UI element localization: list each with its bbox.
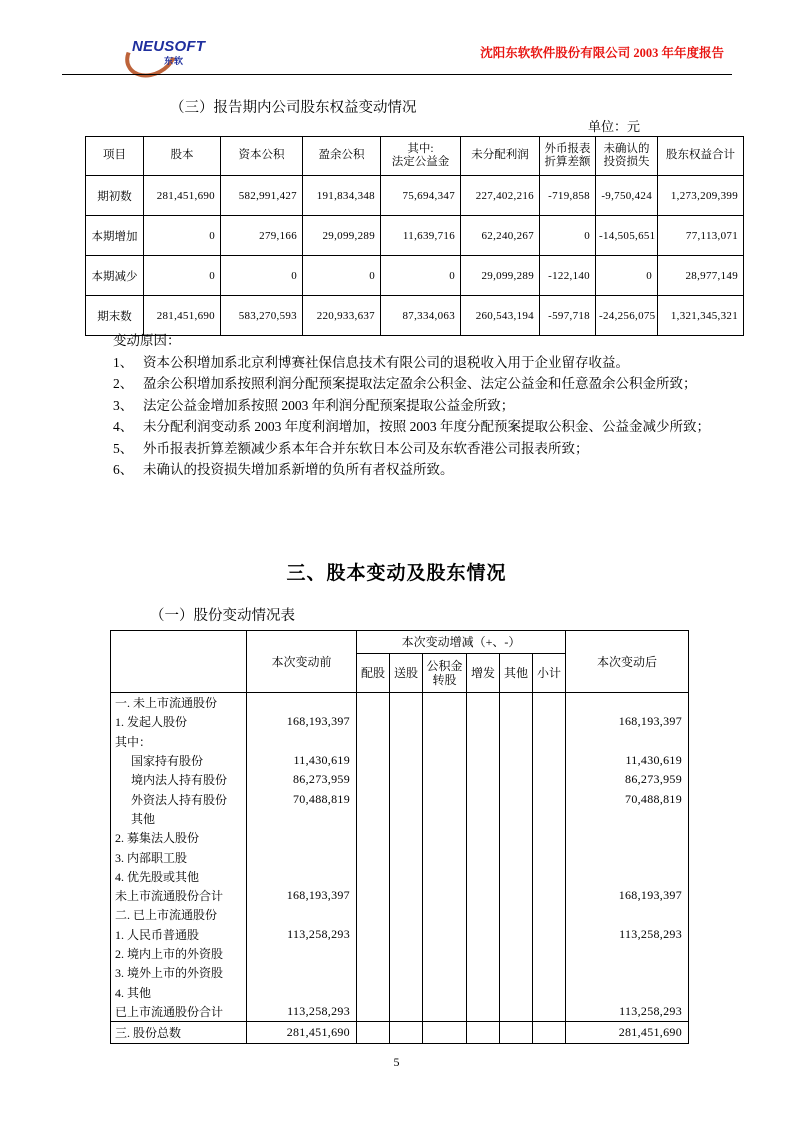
cell-gongjijin [423,693,467,713]
cell-after [566,828,689,847]
cell-songgu [390,693,423,713]
col-header-fx-translation-l1: 外币报表 [544,142,591,155]
row-label: 三. 股份总数 [111,1022,247,1044]
col-header-statutory-welfare-l2: 法定公益金 [391,156,450,168]
cell-value: -24,256,075 [596,296,658,336]
cell-value: -597,718 [540,296,596,336]
table-row [111,828,689,847]
table-row [111,712,689,731]
col-header-bonus-shares-l1: 送股 [393,666,418,680]
cell-songgu [390,789,423,808]
row-label: 2. 境内上市的外资股 [111,944,247,963]
equity-change-table [85,136,744,336]
cell-gongjijin [423,809,467,828]
cell-value: 583,270,593 [221,296,303,336]
cell-value: 77,113,071 [658,216,744,256]
cell-before: 168,193,397 [247,712,357,731]
table-row [111,770,689,789]
cell-peigu [357,789,390,808]
change-reasons-list [113,330,728,481]
row-label: 3. 内部职工股 [111,847,247,866]
cell-gongjijin [423,732,467,751]
cell-before: 70,488,819 [247,789,357,808]
table-row [111,847,689,866]
cell-zengfa [467,712,500,731]
cell-value: 11,639,716 [381,216,461,256]
cell-after [566,809,689,828]
cell-value: 281,451,690 [144,296,221,336]
cell-xiaoji [533,1022,566,1044]
cell-peigu [357,1022,390,1044]
col-header-reserve-conversion-l1: 公积金 [426,659,463,673]
cell-before [247,982,357,1001]
cell-value: 29,099,289 [461,256,540,296]
cell-before: 113,258,293 [247,925,357,944]
cell-peigu [357,732,390,751]
col-header-surplus-reserve-l1: 盈余公积 [318,149,365,162]
cell-gongjijin [423,1022,467,1044]
cell-songgu [390,828,423,847]
cell-after: 168,193,397 [566,886,689,905]
cell-value: 227,402,216 [461,176,540,216]
cell-gongjijin [423,770,467,789]
cell-gongjijin [423,712,467,731]
cell-peigu [357,809,390,828]
col-header-total-equity [658,137,744,176]
table-total-row [111,1022,689,1044]
table-row [111,809,689,828]
cell-gongjijin [423,944,467,963]
cell-after [566,963,689,982]
cell-gongjijin [423,1002,467,1022]
cell-zengfa [467,944,500,963]
cell-value: 29,099,289 [303,216,381,256]
cell-value: 220,933,637 [303,296,381,336]
cell-zengfa [467,1022,500,1044]
col-header-share-capital [144,137,221,176]
col-header-rights-issue [357,654,390,693]
row-label: 其中： [111,732,247,751]
cell-before [247,867,357,886]
cell-peigu [357,886,390,905]
cell-qita [500,925,533,944]
reason-text: 法定公益金增加系按照 2003 年利润分配预案提取公益金所致； [143,397,515,413]
cell-qita [500,905,533,924]
row-label: 国家持有股份 [111,751,247,770]
reason-number: 4、 [113,419,134,434]
cell-xiaoji [533,847,566,866]
col-header-statutory-welfare [381,137,461,176]
cell-peigu [357,712,390,731]
cell-qita [500,963,533,982]
reason-number: 1、 [113,354,134,370]
cell-peigu [357,925,390,944]
cell-value: 260,543,194 [461,296,540,336]
cell-zengfa [467,809,500,828]
cell-after: 113,258,293 [566,925,689,944]
cell-before [247,828,357,847]
cell-value: 0 [303,256,381,296]
col-header-other-l1: 其他 [503,666,528,680]
table-row [111,867,689,886]
reason-item [113,352,728,374]
cell-songgu [390,963,423,982]
cell-value: 281,451,690 [144,176,221,216]
cell-songgu [390,944,423,963]
row-label: 本期减少 [86,256,144,296]
reason-number: 5、 [113,440,134,456]
cell-songgu [390,712,423,731]
cell-value: 62,240,267 [461,216,540,256]
cell-songgu [390,1002,423,1022]
col-header-after-change: 本次变动后 [566,631,689,693]
cell-xiaoji [533,982,566,1001]
cell-qita [500,770,533,789]
cell-songgu [390,809,423,828]
cell-peigu [357,751,390,770]
cell-gongjijin [423,867,467,886]
cell-after [566,867,689,886]
cell-songgu [390,982,423,1001]
cell-xiaoji [533,944,566,963]
cell-peigu [357,905,390,924]
col-header-capital-reserve-l1: 资本公积 [238,149,285,162]
cell-qita [500,732,533,751]
reason-item [113,373,728,395]
cell-songgu [390,886,423,905]
cell-songgu [390,751,423,770]
cell-xiaoji [533,751,566,770]
cell-xiaoji [533,789,566,808]
reason-text: 资本公积增加系北京利博赛社保信息技术有限公司的退税收入用于企业留存收益。 [143,354,629,370]
cell-qita [500,828,533,847]
col-header-blank [111,631,247,693]
cell-before: 86,273,959 [247,770,357,789]
col-header-undistributed-profit [461,137,540,176]
cell-peigu [357,867,390,886]
table-row [111,905,689,924]
cell-zengfa [467,1002,500,1022]
cell-xiaoji [533,693,566,713]
cell-songgu [390,867,423,886]
table-row [111,789,689,808]
cell-xiaoji [533,809,566,828]
col-header-unrecognized-loss-l1: 未确认的 [603,142,650,155]
cell-value: 75,694,347 [381,176,461,216]
cell-zengfa [467,847,500,866]
cell-gongjijin [423,751,467,770]
cell-peigu [357,847,390,866]
cell-before [247,693,357,713]
cell-gongjijin [423,886,467,905]
cell-zengfa [467,751,500,770]
col-header-undistributed-profit-l1: 未分配利润 [471,149,529,162]
reason-number: 6、 [113,462,134,477]
cell-gongjijin [423,963,467,982]
col-header-fx-translation-l2: 折算差额 [544,156,591,168]
col-header-item-l1: 项目 [103,149,126,162]
cell-before [247,944,357,963]
table-row [86,216,744,256]
cell-qita [500,712,533,731]
row-label: 4. 优先股或其他 [111,867,247,886]
cell-after [566,732,689,751]
cell-qita [500,982,533,1001]
cell-value: 1,321,345,321 [658,296,744,336]
cell-zengfa [467,732,500,751]
cell-gongjijin [423,925,467,944]
cell-zengfa [467,982,500,1001]
cell-peigu [357,1002,390,1022]
row-label: 期末数 [86,296,144,336]
cell-peigu [357,693,390,713]
chapter-heading: 三、股本变动及股东情况 [286,563,507,584]
cell-value: 28,977,149 [658,256,744,296]
cell-after: 168,193,397 [566,712,689,731]
cell-qita [500,1002,533,1022]
table-row [111,693,689,713]
cell-qita [500,693,533,713]
cell-before [247,963,357,982]
page-number: 5 [393,1055,400,1069]
col-header-share-capital-l1: 股本 [170,149,194,162]
cell-value: 0 [381,256,461,296]
cell-value: -9,750,424 [596,176,658,216]
cell-xiaoji [533,925,566,944]
unit-label: 单位：元 [588,119,641,134]
cell-after: 70,488,819 [566,789,689,808]
cell-xiaoji [533,963,566,982]
row-label: 期初数 [86,176,144,216]
cell-xiaoji [533,712,566,731]
table-row [86,176,744,216]
row-label: 3. 境外上市的外资股 [111,963,247,982]
cell-value: 0 [221,256,303,296]
cell-before: 168,193,397 [247,886,357,905]
logo-wordmark: NEUSOFT [132,38,206,55]
cell-peigu [357,828,390,847]
cell-before: 113,258,293 [247,1002,357,1022]
reason-number: 3、 [113,397,134,413]
cell-value: 191,834,348 [303,176,381,216]
cell-value: 0 [144,216,221,256]
reason-text: 盈余公积增加系按照利润分配预案提取法定盈余公积金、法定公益金和任意盈余公积金所致； [143,376,697,391]
cell-value: -122,140 [540,256,596,296]
cell-after [566,905,689,924]
page-header [62,30,732,74]
cell-xiaoji [533,770,566,789]
cell-value: 0 [540,216,596,256]
reason-text: 外币报表折算差额减少系本年合并东软日本公司及东软香港公司报表所致； [143,440,589,456]
col-header-change-group: 本次变动增减（+、-） [357,631,566,654]
cell-qita [500,867,533,886]
col-header-statutory-welfare-l1: 其中: [407,142,434,155]
cell-gongjijin [423,789,467,808]
cell-zengfa [467,963,500,982]
cell-after [566,944,689,963]
cell-qita [500,847,533,866]
cell-value: 1,273,209,399 [658,176,744,216]
cell-qita [500,1022,533,1044]
cell-peigu [357,963,390,982]
reason-item [113,438,728,460]
cell-after [566,847,689,866]
col-header-unrecognized-loss-l2: 投资损失 [603,156,650,168]
cell-zengfa [467,789,500,808]
cell-value: 279,166 [221,216,303,256]
col-header-subtotal-l1: 小计 [537,666,562,680]
cell-peigu [357,944,390,963]
col-header-subtotal [533,654,566,693]
table-row [111,963,689,982]
row-label: 已上市流通股份合计 [111,1002,247,1022]
reasons-lead: 变动原因： [113,333,181,348]
cell-after [566,982,689,1001]
table-row [111,886,689,905]
neusoft-logo [124,32,224,72]
cell-qita [500,789,533,808]
col-header-new-issue [467,654,500,693]
cell-peigu [357,982,390,1001]
cell-songgu [390,770,423,789]
row-label: 2. 募集法人股份 [111,828,247,847]
report-header-title: 沈阳东软软件股份有限公司 2003 年年度报告 [480,46,724,60]
cell-xiaoji [533,1002,566,1022]
cell-after: 11,430,619 [566,751,689,770]
header-divider [62,74,732,75]
col-header-rights-issue-l1: 配股 [360,666,385,680]
cell-zengfa [467,886,500,905]
cell-after: 113,258,293 [566,1002,689,1022]
cell-peigu [357,770,390,789]
table-row [111,1002,689,1022]
cell-value: -719,858 [540,176,596,216]
cell-before [247,809,357,828]
cell-xiaoji [533,867,566,886]
col-header-other [500,654,533,693]
cell-songgu [390,732,423,751]
col-header-fx-translation [540,137,596,176]
cell-value: 87,334,063 [381,296,461,336]
cell-xiaoji [533,828,566,847]
row-label: 本期增加 [86,216,144,256]
cell-value: 582,991,427 [221,176,303,216]
row-label: 1. 发起人股份 [111,712,247,731]
cell-zengfa [467,770,500,789]
table-row [111,982,689,1001]
row-label: 外资法人持有股份 [111,789,247,808]
cell-after [566,693,689,713]
cell-songgu [390,847,423,866]
reason-text: 未分配利润变动系 2003 年度利润增加，按照 2003 年度分配预案提取公积金、公益金减少所致； [143,419,710,434]
cell-zengfa [467,867,500,886]
cell-zengfa [467,925,500,944]
col-header-unrecognized-loss [596,137,658,176]
cell-value: 0 [596,256,658,296]
reason-text: 未确认的投资损失增加系新增的负所有者权益所致。 [143,462,454,477]
cell-before: 11,430,619 [247,751,357,770]
table-row [111,944,689,963]
cell-xiaoji [533,886,566,905]
cell-songgu [390,925,423,944]
reason-number: 2、 [113,376,134,391]
col-header-new-issue-l1: 增发 [470,666,495,680]
row-label: 未上市流通股份合计 [111,886,247,905]
logo-chinese-name: 东软 [164,56,185,66]
cell-after: 86,273,959 [566,770,689,789]
cell-zengfa [467,693,500,713]
table-row [86,256,744,296]
row-label: 其他 [111,809,247,828]
reason-item [113,459,728,481]
cell-qita [500,944,533,963]
col-header-bonus-shares [390,654,423,693]
cell-after: 281,451,690 [566,1022,689,1044]
section-one-title: （一）股份变动情况表 [150,608,295,624]
col-header-total-equity-l1: 股东权益合计 [666,149,735,162]
table-row [111,732,689,751]
cell-zengfa [467,828,500,847]
cell-before [247,905,357,924]
table-row [111,751,689,770]
share-structure-table [110,630,689,1044]
cell-qita [500,751,533,770]
col-header-capital-reserve [221,137,303,176]
cell-value: -14,505,651 [596,216,658,256]
cell-qita [500,809,533,828]
col-header-surplus-reserve [303,137,381,176]
col-header-before-change: 本次变动前 [247,631,357,693]
cell-gongjijin [423,982,467,1001]
row-label: 二. 已上市流通股份 [111,905,247,924]
table-header-row-top [111,631,689,654]
cell-before [247,732,357,751]
cell-gongjijin [423,847,467,866]
cell-gongjijin [423,828,467,847]
cell-before [247,847,357,866]
row-label: 一. 未上市流通股份 [111,693,247,713]
col-header-reserve-conversion [423,654,467,693]
col-header-item [86,137,144,176]
cell-gongjijin [423,905,467,924]
cell-xiaoji [533,905,566,924]
table-row [111,925,689,944]
row-label: 境内法人持有股份 [111,770,247,789]
cell-value: 0 [144,256,221,296]
section-three-title: （三）报告期内公司股东权益变动情况 [170,100,417,116]
row-label: 4. 其他 [111,982,247,1001]
cell-qita [500,886,533,905]
reason-item [113,416,728,438]
cell-songgu [390,905,423,924]
cell-before: 281,451,690 [247,1022,357,1044]
cell-xiaoji [533,732,566,751]
row-label: 1. 人民币普通股 [111,925,247,944]
col-header-reserve-conversion-l2: 转股 [432,673,457,687]
table-header-row [86,137,744,176]
cell-zengfa [467,905,500,924]
cell-songgu [390,1022,423,1044]
reason-item [113,395,728,417]
